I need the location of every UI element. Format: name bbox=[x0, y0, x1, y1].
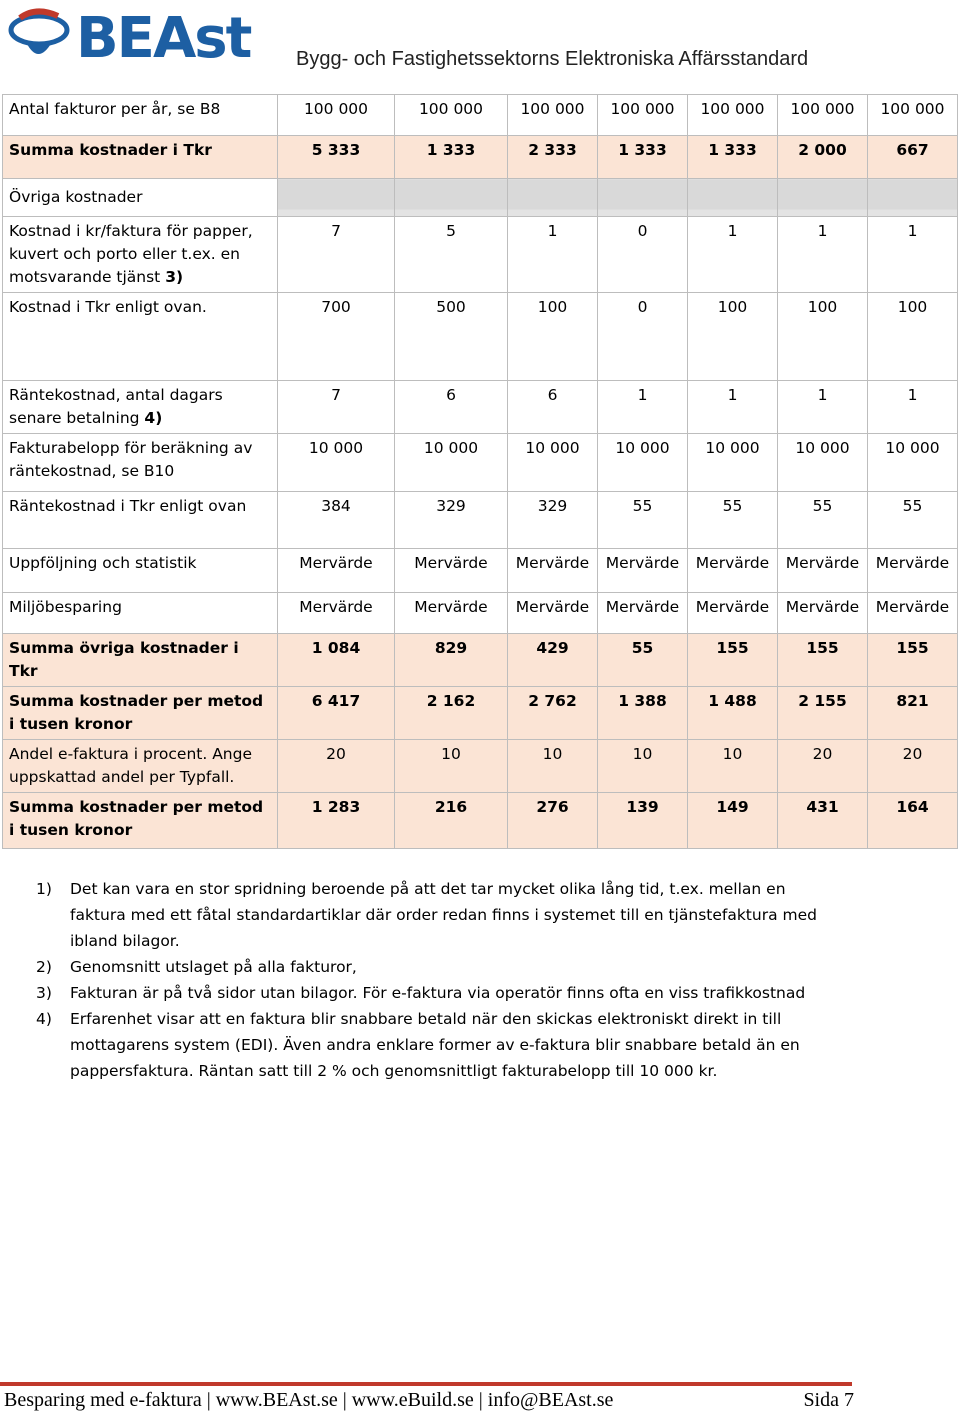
value-cell: Mervärde bbox=[688, 593, 778, 634]
value-cell: 10 000 bbox=[688, 434, 778, 492]
footnote-number: 1) bbox=[36, 880, 52, 898]
header-subtitle: Bygg- och Fastighetssektorns Elektroniska Affärsstandard bbox=[296, 48, 809, 70]
value-cell: 1 bbox=[778, 381, 868, 434]
value-cell: 100 bbox=[868, 293, 958, 381]
value-cell: 1 bbox=[778, 217, 868, 293]
footnote bbox=[36, 980, 836, 1006]
value-cell: 10 000 bbox=[598, 434, 688, 492]
value-cell: 10 bbox=[508, 740, 598, 793]
table-row bbox=[3, 740, 958, 793]
empty-cell bbox=[278, 179, 395, 217]
value-cell: 55 bbox=[778, 492, 868, 549]
value-cell: 20 bbox=[778, 740, 868, 793]
value-cell: 5 333 bbox=[278, 136, 395, 179]
row-label-text: Räntekostnad, antal dagars senare betalning bbox=[9, 386, 223, 427]
value-cell: 100 000 bbox=[278, 95, 395, 136]
row-label-text: Kostnad i kr/faktura för papper, kuvert och porto eller t.ex. en motsvarande tjänst bbox=[9, 222, 253, 286]
value-cell: Mervärde bbox=[508, 593, 598, 634]
table-row bbox=[3, 179, 958, 217]
value-cell: 10 000 bbox=[778, 434, 868, 492]
value-cell: 6 417 bbox=[278, 687, 395, 740]
row-label bbox=[3, 179, 278, 217]
table-row bbox=[3, 549, 958, 593]
footnote-number: 4) bbox=[36, 1010, 52, 1028]
value-cell: 7 bbox=[278, 381, 395, 434]
value-cell: 429 bbox=[508, 634, 598, 687]
table-row bbox=[3, 492, 958, 549]
value-cell: 20 bbox=[278, 740, 395, 793]
value-cell: Mervärde bbox=[598, 549, 688, 593]
table-row bbox=[3, 634, 958, 687]
row-label-text: Övriga kostnader bbox=[9, 188, 143, 206]
value-cell: 164 bbox=[868, 793, 958, 849]
row-label-text: Summa övriga kostnader i Tkr bbox=[9, 639, 239, 680]
empty-cell bbox=[688, 179, 778, 217]
row-label bbox=[3, 434, 278, 492]
row-label bbox=[3, 634, 278, 687]
value-cell: Mervärde bbox=[598, 593, 688, 634]
value-cell: 1 333 bbox=[688, 136, 778, 179]
value-cell: 5 bbox=[395, 217, 508, 293]
empty-cell bbox=[395, 179, 508, 217]
row-label bbox=[3, 687, 278, 740]
value-cell: 2 333 bbox=[508, 136, 598, 179]
row-label bbox=[3, 136, 278, 179]
value-cell: 139 bbox=[598, 793, 688, 849]
value-cell: 1 bbox=[868, 217, 958, 293]
row-label bbox=[3, 593, 278, 634]
footnote bbox=[36, 876, 836, 954]
row-label bbox=[3, 95, 278, 136]
empty-cell bbox=[778, 179, 868, 217]
value-cell: 10 000 bbox=[868, 434, 958, 492]
row-label-text: Kostnad i Tkr enligt ovan. bbox=[9, 298, 207, 316]
table-row bbox=[3, 793, 958, 849]
value-cell: 155 bbox=[688, 634, 778, 687]
empty-cell bbox=[598, 179, 688, 217]
value-cell: Mervärde bbox=[778, 549, 868, 593]
row-label-text: Summa kostnader per metod i tusen kronor bbox=[9, 692, 264, 733]
value-cell: 55 bbox=[688, 492, 778, 549]
logo-text: BEAst bbox=[76, 6, 251, 71]
value-cell: 431 bbox=[778, 793, 868, 849]
value-cell: 55 bbox=[868, 492, 958, 549]
value-cell: 1 bbox=[868, 381, 958, 434]
row-label bbox=[3, 217, 278, 293]
table-row bbox=[3, 293, 958, 381]
value-cell: 2 162 bbox=[395, 687, 508, 740]
page-header bbox=[0, 0, 960, 90]
value-cell: 0 bbox=[598, 293, 688, 381]
row-label bbox=[3, 740, 278, 793]
value-cell: 1 333 bbox=[598, 136, 688, 179]
row-label bbox=[3, 381, 278, 434]
value-cell: 700 bbox=[278, 293, 395, 381]
value-cell: 155 bbox=[868, 634, 958, 687]
table-row bbox=[3, 687, 958, 740]
value-cell: Mervärde bbox=[778, 593, 868, 634]
value-cell: 2 762 bbox=[508, 687, 598, 740]
page-footer bbox=[4, 1389, 854, 1412]
footnote-text: Genomsnitt utslaget på alla fakturor, bbox=[70, 958, 357, 976]
footnote-number: 2) bbox=[36, 958, 52, 976]
table-row bbox=[3, 217, 958, 293]
value-cell: 100 000 bbox=[395, 95, 508, 136]
value-cell: 1 283 bbox=[278, 793, 395, 849]
row-label-text: Antal fakturor per år, se B8 bbox=[9, 100, 221, 118]
row-label-text: Miljöbesparing bbox=[9, 598, 122, 616]
value-cell: 1 388 bbox=[598, 687, 688, 740]
value-cell: 10 bbox=[688, 740, 778, 793]
value-cell: 7 bbox=[278, 217, 395, 293]
value-cell: 155 bbox=[778, 634, 868, 687]
value-cell: 1 bbox=[688, 217, 778, 293]
value-cell: 10 000 bbox=[278, 434, 395, 492]
value-cell: 10 bbox=[395, 740, 508, 793]
value-cell: Mervärde bbox=[395, 593, 508, 634]
cost-table bbox=[2, 94, 958, 849]
table-row bbox=[3, 593, 958, 634]
value-cell: Mervärde bbox=[278, 593, 395, 634]
footnote-text: Erfarenhet visar att en faktura blir snabbare betald när den skickas elektroniskt direkt in till mottagarens system (EDI). Även andra enklare former av e-faktura blir snabbare betald än en pappersfaktura. Räntan satt till 2 % och genomsnittligt fakturabelopp till 10 000 kr. bbox=[70, 1010, 800, 1080]
value-cell: 6 bbox=[508, 381, 598, 434]
footer-text: Besparing med e-faktura | www.BEAst.se | www.eBuild.se | info@BEAst.se bbox=[4, 1389, 614, 1411]
row-label bbox=[3, 293, 278, 381]
value-cell: 1 084 bbox=[278, 634, 395, 687]
value-cell: 20 bbox=[868, 740, 958, 793]
value-cell: 2 000 bbox=[778, 136, 868, 179]
value-cell: 821 bbox=[868, 687, 958, 740]
logo-icon bbox=[6, 4, 76, 70]
value-cell: 55 bbox=[598, 492, 688, 549]
value-cell: 329 bbox=[508, 492, 598, 549]
value-cell: 329 bbox=[395, 492, 508, 549]
value-cell: 100 bbox=[778, 293, 868, 381]
footnote-text: Fakturan är på två sidor utan bilagor. För e-faktura via operatör finns ofta en viss trafikkostnad bbox=[70, 984, 806, 1002]
value-cell: Mervärde bbox=[688, 549, 778, 593]
value-cell: 10 000 bbox=[395, 434, 508, 492]
empty-cell bbox=[868, 179, 958, 217]
footnotes bbox=[36, 876, 836, 1084]
table-row bbox=[3, 434, 958, 492]
footnote-text: Det kan vara en stor spridning beroende på att det tar mycket olika lång tid, t.ex. mellan en faktura med ett fåtal standardartiklar där order redan finns i systemet till en tjänstefaktura med ibland bilagor. bbox=[70, 880, 817, 950]
value-cell: Mervärde bbox=[868, 549, 958, 593]
table-row bbox=[3, 381, 958, 434]
footnote-ref: 4) bbox=[144, 409, 163, 427]
value-cell: 500 bbox=[395, 293, 508, 381]
row-label-text: Andel e-faktura i procent. Ange uppskattad andel per Typfall. bbox=[9, 745, 252, 786]
value-cell: 100 bbox=[688, 293, 778, 381]
value-cell: 216 bbox=[395, 793, 508, 849]
value-cell: 10 000 bbox=[508, 434, 598, 492]
value-cell: 100 000 bbox=[868, 95, 958, 136]
row-label bbox=[3, 549, 278, 593]
value-cell: 1 bbox=[688, 381, 778, 434]
footnote bbox=[36, 1006, 836, 1084]
value-cell: 55 bbox=[598, 634, 688, 687]
value-cell: 100 000 bbox=[688, 95, 778, 136]
value-cell: Mervärde bbox=[278, 549, 395, 593]
footnote-number: 3) bbox=[36, 984, 52, 1002]
value-cell: 100 000 bbox=[598, 95, 688, 136]
row-label-text: Räntekostnad i Tkr enligt ovan bbox=[9, 497, 247, 515]
empty-cell bbox=[508, 179, 598, 217]
table-row bbox=[3, 136, 958, 179]
value-cell: 2 155 bbox=[778, 687, 868, 740]
footnote bbox=[36, 954, 836, 980]
value-cell: 100 000 bbox=[778, 95, 868, 136]
value-cell: 10 bbox=[598, 740, 688, 793]
row-label-text: Summa kostnader i Tkr bbox=[9, 141, 212, 159]
row-label-text: Fakturabelopp för beräkning av räntekostnad, se B10 bbox=[9, 439, 253, 480]
page-number: Sida 7 bbox=[803, 1389, 854, 1411]
value-cell: 1 333 bbox=[395, 136, 508, 179]
value-cell: 829 bbox=[395, 634, 508, 687]
value-cell: 667 bbox=[868, 136, 958, 179]
row-label-text: Uppföljning och statistik bbox=[9, 554, 197, 572]
value-cell: 6 bbox=[395, 381, 508, 434]
footer-rule bbox=[0, 1382, 852, 1386]
table-row bbox=[3, 95, 958, 136]
row-label bbox=[3, 492, 278, 549]
value-cell: 1 488 bbox=[688, 687, 778, 740]
footnote-ref: 3) bbox=[165, 268, 184, 286]
value-cell: 149 bbox=[688, 793, 778, 849]
value-cell: 100 000 bbox=[508, 95, 598, 136]
value-cell: Mervärde bbox=[508, 549, 598, 593]
value-cell: 1 bbox=[508, 217, 598, 293]
value-cell: 0 bbox=[598, 217, 688, 293]
value-cell: 100 bbox=[508, 293, 598, 381]
value-cell: 1 bbox=[598, 381, 688, 434]
beast-logo bbox=[6, 4, 251, 71]
row-label-text: Summa kostnader per metod i tusen kronor bbox=[9, 798, 264, 839]
value-cell: Mervärde bbox=[395, 549, 508, 593]
value-cell: Mervärde bbox=[868, 593, 958, 634]
row-label bbox=[3, 793, 278, 849]
value-cell: 276 bbox=[508, 793, 598, 849]
value-cell: 384 bbox=[278, 492, 395, 549]
